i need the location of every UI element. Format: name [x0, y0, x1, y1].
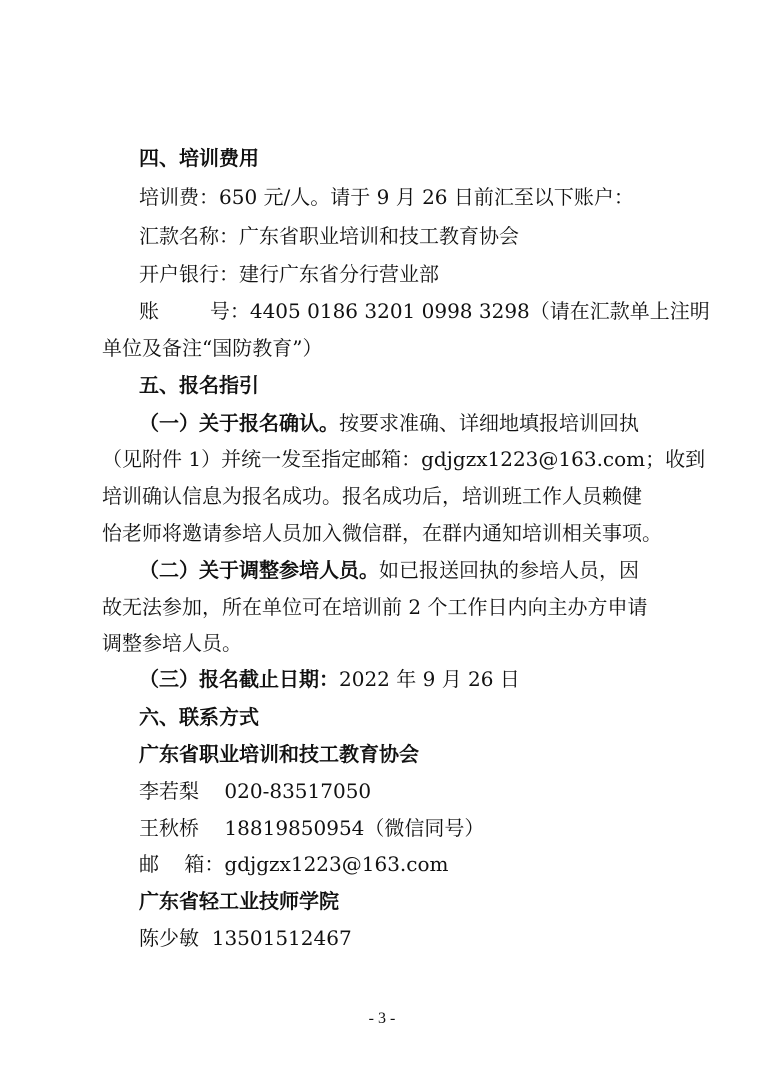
page-number: - 3 - — [368, 1010, 396, 1027]
item1-title: （一）关于报名确认。 — [139, 411, 339, 435]
item2-title: （二）关于调整参培人员。 — [139, 558, 379, 582]
item3-title: （三）报名截止日期： — [139, 667, 339, 691]
document-page: 四、培训费用 培训费：650 元/人。请于 9 月 26 日前汇至以下账户： 汇款名称：广东省职业培训和技工教育协会 开户银行：建行广东省分行营业部 账 号：4405 0186 3201 0998 3298（请在汇款单上注明 单位及备注“国防教育”） 五、报名指引 （一）关于报名确认。按要求准确、详细地填报培训回执 （见附件 1）并统一发至指定邮箱：gdjgzx1223@163.com；收到 培训确认信息为报名成功。报名成功后，培训班工作人员赖健 怡老师将邀请参培人员加入微信群，在群内通知培训相关事项。 （二）关于调整参培人员。如已报送回执的参培人员，因 故无法参加，所在单位可在培训前 2 个工作日内向主办方申请 调整参培人员。 （三）报名截止日期：2022 年 9 月 26 日 六、联系方式 广东省职业培训和技工教育协会 李若梨 020-83517050 王秋桥 18819850954（微信同号） 邮 箱：gdjgzx1223@163.com 广东省轻工业技师学院 陈少敏 13501512467 - 3 - — [0, 0, 764, 1080]
